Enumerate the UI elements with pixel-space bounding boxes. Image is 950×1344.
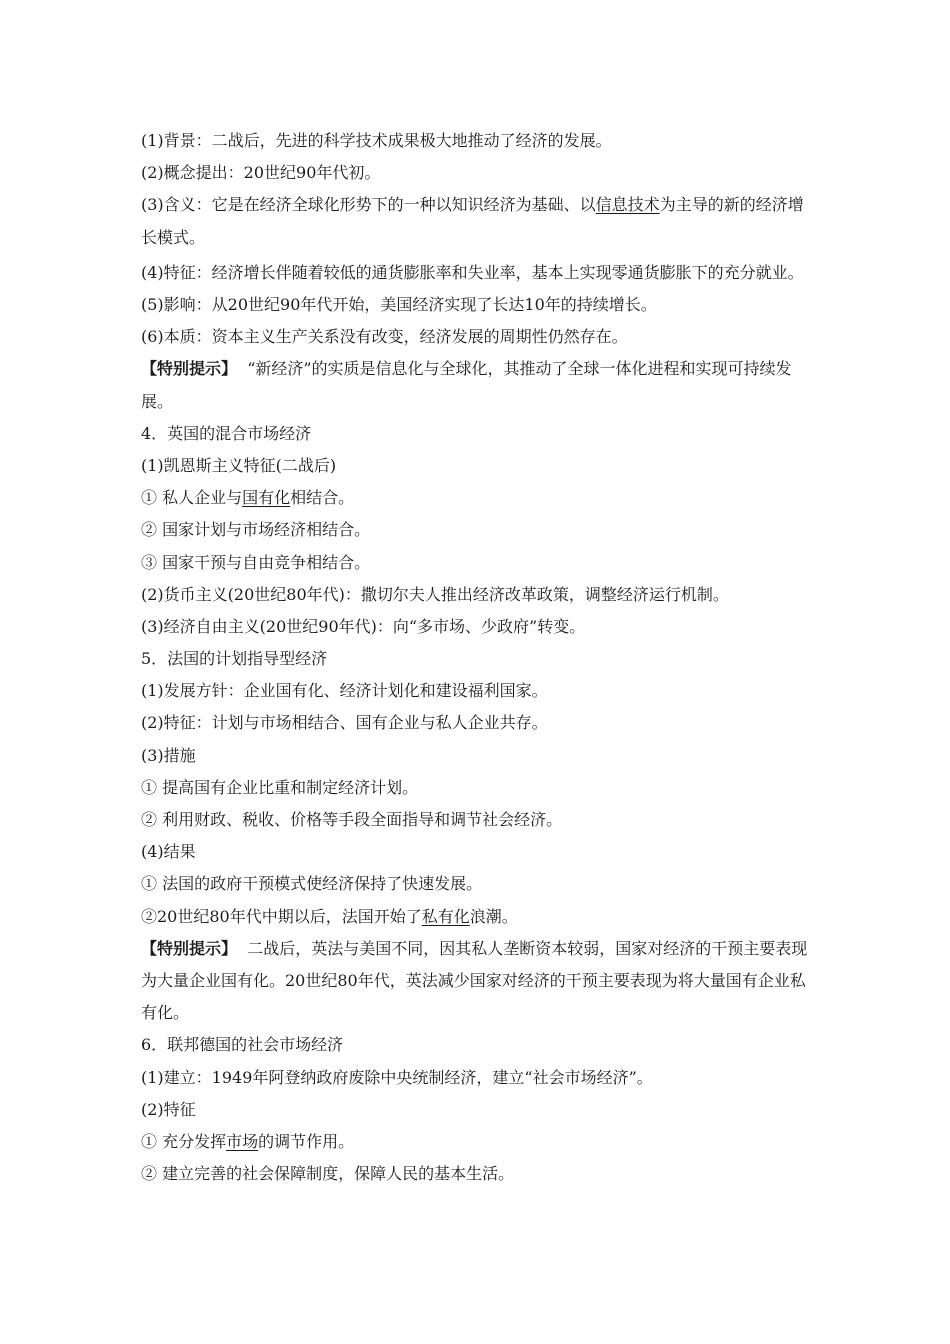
text-line: ① 法国的政府干预模式使经济保持了快速发展。 xyxy=(141,874,483,894)
underlined-term: 市场 xyxy=(226,1131,259,1151)
text-line: (1)发展方针：企业国有化、经济计划化和建设福利国家。 xyxy=(141,681,548,701)
section-heading: 6．联邦德国的社会市场经济 xyxy=(141,1035,344,1055)
text-segment: 的调节作用。 xyxy=(258,1131,355,1151)
underlined-term: 国有化 xyxy=(242,488,291,508)
text-line: ② 建立完善的社会保障制度，保障人民的基本生活。 xyxy=(141,1164,515,1184)
text-segment: ① 充分发挥 xyxy=(141,1131,227,1151)
text-line: ② 利用财政、税收、价格等手段全面指导和调节社会经济。 xyxy=(141,810,563,830)
text-segment: (3)含义：它是在经济全球化形势下的一种以知识经济为基础、以 xyxy=(141,195,596,215)
special-tip-text: “新经济”的实质是信息化与全球化，其推动了全球一体化进程和实现可持续发展。 xyxy=(141,359,792,411)
underlined-term: 信息技术 xyxy=(595,195,660,215)
text-line: (4)特征：经济增长伴随着较低的通货膨胀率和失业率，基本上实现零通货膨胀下的充分就业。 xyxy=(141,262,804,282)
text-line: (6)本质：资本主义生产关系没有改变，经济发展的周期性仍然存在。 xyxy=(141,327,628,347)
special-tip xyxy=(141,353,813,417)
text-segment: 相结合。 xyxy=(290,488,355,508)
text-line: (4)结果 xyxy=(141,842,196,862)
text-line: (1)凯恩斯主义特征(二战后) xyxy=(141,455,337,475)
text-line: ② 国家计划与市场经济相结合。 xyxy=(141,520,371,540)
text-segment: ① 私人企业与 xyxy=(141,488,243,508)
text-line: (5)影响：从20世纪90年代开始，美国经济实现了长达10年的持续增长。 xyxy=(141,294,657,314)
text-line: (1)背景：二战后，先进的科学技术成果极大地推动了经济的发展。 xyxy=(141,131,612,150)
text-line xyxy=(141,485,813,517)
underlined-term: 私有化 xyxy=(421,906,470,926)
text-line: (2)货币主义(20世纪80年代)：撒切尔夫人推出经济改革政策，调整经济运行机制。 xyxy=(141,584,729,604)
text-segment: 为主导的新的经济增长模式。 xyxy=(141,195,804,247)
section-heading: 5．法国的计划指导型经济 xyxy=(141,649,328,669)
text-segment: 浪潮。 xyxy=(469,906,518,926)
text-line: (2)特征 xyxy=(141,1099,196,1119)
text-line xyxy=(141,904,813,936)
text-line: ① 提高国有企业比重和制定经济计划。 xyxy=(141,777,419,797)
text-segment: ②20世纪80年代中期以后，法国开始了 xyxy=(141,906,422,926)
text-line xyxy=(141,189,813,253)
special-tip xyxy=(141,933,813,1030)
special-tip-text: 二战后，英法与美国不同，因其私人垄断资本较弱，国家对经济的干预主要表现为大量企业国有化。20世纪80年代，英法减少国家对经济的干预主要表现为将大量国有企业私有化。 xyxy=(141,938,808,1023)
text-line xyxy=(141,1129,813,1161)
special-tip-label: 【特别提示】 xyxy=(141,938,238,958)
text-line: ③ 国家干预与自由竞争相结合。 xyxy=(141,552,371,572)
document-body xyxy=(141,128,813,1193)
text-line: (3)措施 xyxy=(141,745,196,765)
text-line: (3)经济自由主义(20世纪90年代)：向“多市场、少政府”转变。 xyxy=(141,616,586,636)
special-tip-label: 【特别提示】 xyxy=(141,359,238,379)
section-heading: 4．英国的混合市场经济 xyxy=(141,423,312,443)
text-line: (1)建立：1949年阿登纳政府废除中央统制经济，建立“社会市场经济”。 xyxy=(141,1067,653,1087)
text-line: (2)概念提出：20世纪90年代初。 xyxy=(141,163,381,183)
text-line: (2)特征：计划与市场相结合、国有企业与私人企业共存。 xyxy=(141,713,548,733)
